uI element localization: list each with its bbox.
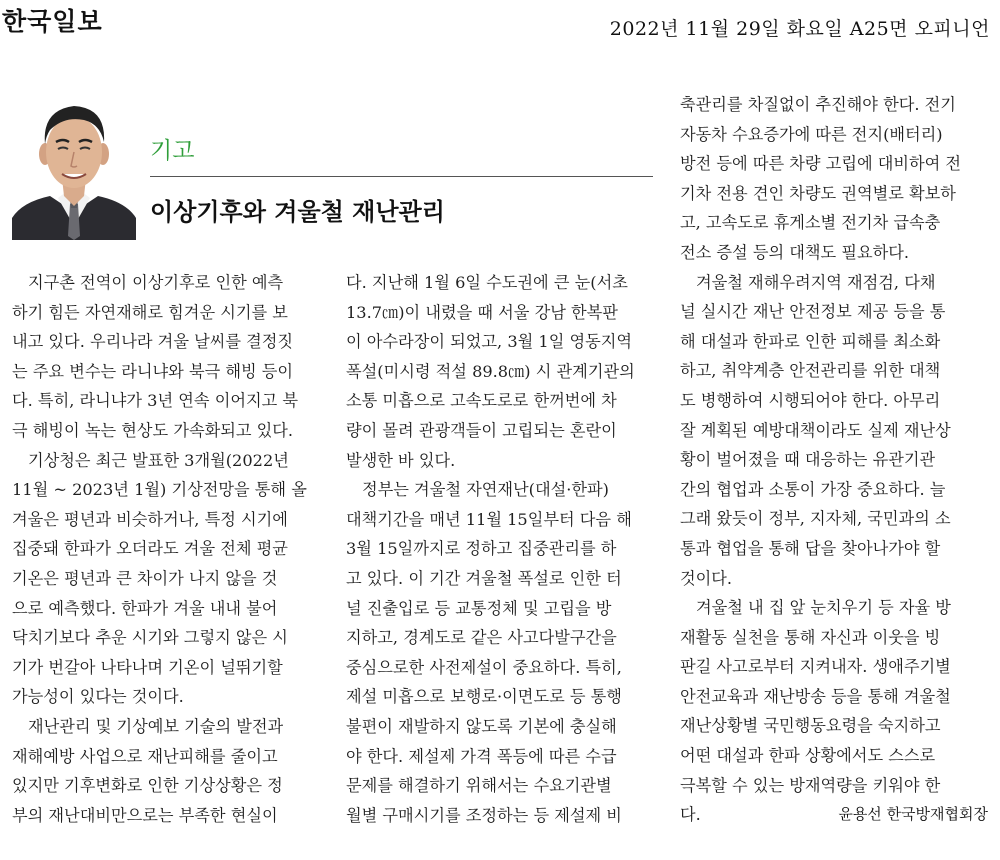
author-photo-icon <box>12 96 136 240</box>
text-line: 지구촌 전역이 이상기후로 인한 예측 <box>28 273 284 292</box>
text-line: 전소 증설 등의 대책도 필요하다. <box>680 242 910 262</box>
text-line: 것이다. <box>680 568 733 588</box>
article-column-3 <box>680 90 992 830</box>
text-line: 폭설(미시령 적설 89.8㎝) 시 관계기관의 <box>346 361 635 381</box>
text-line: 량이 몰려 관광객들이 고립되는 혼란이 <box>346 420 617 440</box>
text-line: 겨울철 내 집 앞 눈치우기 등 자율 방 <box>696 598 951 618</box>
text-line: 기온은 평년과 큰 차이가 나지 않을 것 <box>12 568 278 588</box>
text-line: 기차 전용 견인 차량도 권역별로 확보하 <box>680 183 956 203</box>
text-line: 소통 미흡으로 고속도로로 한꺼번에 차 <box>346 391 617 411</box>
text-line: 집중돼 한파가 오더라도 겨울 전체 평균 <box>12 539 288 559</box>
text-line: 겨울철 재해우려지역 재점검, 다채 <box>696 272 936 292</box>
newspaper-logo: 한국일보 <box>2 7 103 36</box>
text-line: 잘 계획된 예방대책이라도 실제 재난상 <box>680 420 951 440</box>
text-line: 해 대설과 한파로 인한 피해를 최소화 <box>680 331 941 351</box>
text-line: 도 병행하여 시행되어야 한다. 아무리 <box>680 390 941 410</box>
article-column-1 <box>12 268 334 830</box>
text-line: 안전교육과 재난방송 등을 통해 겨울철 <box>680 686 951 706</box>
text-line: 재활동 실천을 통해 자신과 이웃을 빙 <box>680 627 941 647</box>
text-line: 널 진출입로 등 교통정체 및 고립을 방 <box>346 598 612 618</box>
text-line: 이 아수라장이 되었고, 3월 1일 영동지역 <box>346 332 633 352</box>
text-line: 황이 벌어졌을 때 대응하는 유관기관 <box>680 450 936 470</box>
text-line: 극복할 수 있는 방재역량을 키워야 한 <box>680 775 941 795</box>
text-line: 극 해빙이 녹는 현상도 가속화되고 있다. <box>12 420 294 440</box>
text-line: 기가 번갈아 나타나며 기온이 널뛰기할 <box>12 657 283 677</box>
text-line: 야 한다. 제설제 가격 폭등에 따른 수급 <box>346 746 617 766</box>
text-line: 하기 힘든 자연재해로 힘겨운 시기를 보 <box>12 302 288 322</box>
last-line-row <box>680 800 992 830</box>
text-line: 발생한 바 있다. <box>346 450 456 470</box>
text-line: 다. 지난해 1월 6일 수도권에 큰 눈(서초 <box>346 273 628 292</box>
section-label: 기고 <box>150 138 195 164</box>
text-line: 다. 특히, 라니냐가 3년 연속 이어지고 북 <box>12 391 299 411</box>
text-line: 판길 사고로부터 지켜내자. 생애주기별 <box>680 657 951 677</box>
text-line: 닥치기보다 추운 시기와 그렇지 않은 시 <box>12 628 288 648</box>
text-line: 3월 15일까지로 정하고 집중관리를 하 <box>346 539 617 559</box>
text-line: 축관리를 차질없이 추진해야 한다. 전기 <box>680 95 956 114</box>
author-byline: 윤용선 한국방재협회장 <box>838 805 988 824</box>
text-line: 11월 ~ 2023년 1월) 기상전망을 통해 올 <box>12 480 307 500</box>
author-portrait <box>12 96 136 240</box>
text-line: 문제를 해결하기 위해서는 수요기관별 <box>346 776 612 796</box>
text-line: 있지만 기후변화로 인한 기상상황은 정 <box>12 776 283 796</box>
text-line: 하고, 취약계층 안전관리를 위한 대책 <box>680 361 941 381</box>
text-line: 제설 미흡으로 보행로·이면도로 등 통행 <box>346 687 622 707</box>
text-line: 자동차 수요증가에 따른 전지(배터리) <box>680 124 943 144</box>
text-line: 그래 왔듯이 정부, 지자체, 국민과의 소 <box>680 509 951 529</box>
text-line: 고, 고속도로 휴게소별 전기차 급속충 <box>680 213 941 233</box>
text-line: 으로 예측했다. 한파가 겨울 내내 불어 <box>12 598 278 618</box>
article-column-2 <box>346 268 664 830</box>
text-line: 어떤 대설과 한파 상황에서도 스스로 <box>680 746 936 766</box>
article-headline: 이상기후와 겨울철 재난관리 <box>150 197 445 226</box>
text-line: 는 주요 변수는 라니냐와 북극 해빙 등이 <box>12 361 294 381</box>
text-line: 고 있다. 이 기간 겨울철 폭설로 인한 터 <box>346 568 622 588</box>
title-divider <box>150 176 653 177</box>
text-line: 내고 있다. 우리나라 겨울 날씨를 결정짓 <box>12 332 294 352</box>
masthead <box>0 0 1000 50</box>
text-line: 방전 등에 따른 차량 고립에 대비하여 전 <box>680 154 962 174</box>
text-line: 월별 구매시기를 조정하는 등 제설제 비 <box>346 805 622 825</box>
text-line: 부의 재난대비만으로는 부족한 현실이 <box>12 805 278 825</box>
dateline: 2022년 11월 29일 화요일 A25면 오피니언 <box>609 18 990 40</box>
text-line: 재난관리 및 기상예보 기술의 발전과 <box>28 716 284 736</box>
text-line: 정부는 겨울철 자연재난(대설·한파) <box>362 480 609 500</box>
text-line: 재해예방 사업으로 재난피해를 줄이고 <box>12 746 278 766</box>
text-line: 불편이 재발하지 않도록 기본에 충실해 <box>346 716 617 736</box>
text-line: 재난상황별 국민행동요령을 숙지하고 <box>680 716 941 736</box>
text-line: 겨울은 평년과 비슷하거나, 특정 시기에 <box>12 509 288 529</box>
text-line: 대책기간을 매년 11월 15일부터 다음 해 <box>346 509 632 529</box>
text-line: 중심으로한 사전제설이 중요하다. 특히, <box>346 657 622 677</box>
text-line: 통과 협업을 통해 답을 찾아나가야 할 <box>680 538 941 558</box>
text-line: 간의 협업과 소통이 가장 중요하다. 늘 <box>680 479 946 499</box>
text-line: 다. <box>680 805 701 825</box>
text-line: 13.7㎝)이 내렸을 때 서울 강남 한복판 <box>346 302 618 322</box>
text-line: 지하고, 경계도로 같은 사고다발구간을 <box>346 628 617 648</box>
text-line: 기상청은 최근 발표한 3개월(2022년 <box>28 450 289 470</box>
text-line: 가능성이 있다는 것이다. <box>12 687 184 707</box>
text-line: 널 실시간 재난 안전정보 제공 등을 통 <box>680 302 946 322</box>
